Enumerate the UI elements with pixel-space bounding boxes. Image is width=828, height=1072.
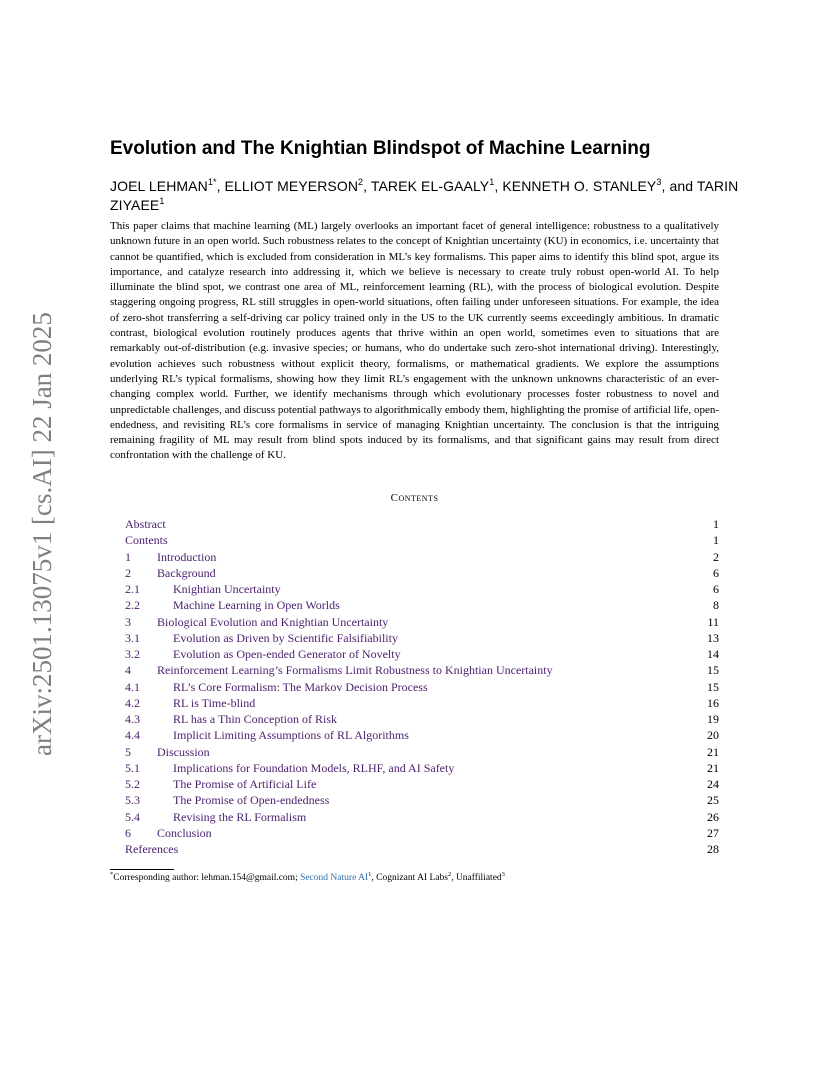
- toc-entry[interactable]: [125, 841, 719, 857]
- toc-entry-number: 3: [125, 614, 131, 629]
- toc-entry-link[interactable]: Evolution as Driven by Scientific Falsifiability: [173, 630, 398, 645]
- toc-entry-number: 2.2: [125, 598, 140, 613]
- footnote-rule: [110, 869, 174, 870]
- affiliation-link[interactable]: Second Nature AI: [300, 873, 369, 883]
- toc-entry[interactable]: [125, 516, 719, 532]
- toc-entry[interactable]: [125, 825, 719, 841]
- paper-title: Evolution and The Knightian Blindspot of Machine Learning: [110, 138, 651, 159]
- author-affiliation-mark: 1: [159, 196, 165, 206]
- toc-entry-number: 4.1: [125, 679, 140, 694]
- author-affiliation-mark: 2: [358, 177, 364, 187]
- table-of-contents: [125, 516, 719, 857]
- author-affiliation-mark: 1*: [207, 177, 217, 187]
- toc-entry-number: 2.1: [125, 582, 140, 596]
- toc-entry-number: 5: [125, 744, 131, 759]
- toc-entry-page: 15: [707, 679, 719, 694]
- toc-entry[interactable]: [125, 711, 719, 727]
- toc-entry-number: 4.2: [125, 695, 140, 710]
- toc-entry-number: 4.4: [125, 728, 140, 743]
- toc-entry-number: 6: [125, 825, 131, 840]
- contents-heading: Contents: [390, 492, 439, 504]
- toc-entry-number: 1: [125, 549, 131, 564]
- footnote: [110, 873, 505, 883]
- toc-entry[interactable]: [125, 597, 719, 613]
- toc-entry-page: 6: [713, 582, 719, 596]
- toc-entry-page: 8: [713, 598, 719, 613]
- toc-entry[interactable]: [125, 549, 719, 565]
- toc-entry-link[interactable]: Reinforcement Learning’s Formalisms Limit Robustness to Knightian Uncertainty: [157, 663, 553, 678]
- toc-entry-page: 24: [707, 777, 719, 791]
- toc-entry[interactable]: [125, 744, 719, 760]
- toc-entry-page: 19: [707, 712, 719, 726]
- toc-entry[interactable]: [125, 565, 719, 581]
- toc-entry-link[interactable]: The Promise of Open-endedness: [173, 793, 330, 808]
- toc-entry[interactable]: [125, 630, 719, 646]
- author-name: , ELLIOT MEYERSON: [216, 178, 359, 194]
- toc-entry-number: 5.3: [125, 793, 140, 808]
- toc-entry-link[interactable]: Machine Learning in Open Worlds: [173, 598, 340, 613]
- toc-entry-link[interactable]: Revising the RL Formalism: [173, 809, 307, 824]
- arxiv-identifier: arXiv:2501.13075v1 [cs.AI] 22 Jan 2025: [27, 312, 57, 756]
- author-list: [110, 177, 750, 215]
- toc-entry-link[interactable]: Evolution as Open-ended Generator of Novelty: [173, 647, 401, 661]
- toc-entry[interactable]: [125, 792, 719, 808]
- toc-entry-page: 21: [707, 760, 719, 775]
- toc-entry[interactable]: [125, 679, 719, 695]
- toc-entry-page: 26: [707, 809, 719, 824]
- toc-entry[interactable]: [125, 727, 719, 743]
- toc-entry-page: 1: [713, 533, 719, 548]
- toc-entry[interactable]: [125, 646, 719, 662]
- toc-entry[interactable]: [125, 662, 719, 678]
- footnote-text: Corresponding author: lehman.154@gmail.com;: [113, 873, 301, 883]
- toc-entry-page: 20: [707, 728, 719, 743]
- toc-entry-number: 4.3: [125, 712, 140, 726]
- footnote-mark: 3: [501, 871, 505, 878]
- toc-entry[interactable]: [125, 760, 719, 776]
- toc-entry-link[interactable]: Introduction: [157, 549, 217, 564]
- footnote-mark: *: [110, 871, 114, 878]
- toc-entry-link[interactable]: Abstract: [125, 517, 166, 531]
- toc-entry-page: 27: [707, 825, 719, 840]
- toc-entry-link[interactable]: Discussion: [157, 744, 210, 759]
- toc-entry-page: 13: [707, 630, 719, 645]
- toc-entry-page: 21: [707, 744, 719, 759]
- toc-entry-page: 14: [707, 647, 719, 661]
- footnote-mark: 2: [447, 871, 452, 878]
- toc-entry-link[interactable]: RL’s Core Formalism: The Markov Decision Process: [173, 679, 428, 694]
- toc-entry[interactable]: [125, 776, 719, 792]
- toc-entry-link[interactable]: The Promise of Artificial Life: [173, 777, 317, 791]
- toc-entry-page: 2: [713, 549, 719, 564]
- author-affiliation-mark: 3: [656, 177, 662, 187]
- toc-entry-number: 5.1: [125, 760, 140, 775]
- footnote-text: , Cognizant AI Labs: [371, 873, 448, 883]
- toc-entry-link[interactable]: RL has a Thin Conception of Risk: [173, 712, 337, 726]
- toc-entry-link[interactable]: Conclusion: [157, 825, 212, 840]
- abstract-text: This paper claims that machine learning (ML) largely overlooks an important facet of general intelligence: robustness to a qualitatively unknown future in an open world. Such robustness relates to the concept of Knightian uncertainty (KU) in economics, i.e. uncertainty that cannot be quantified, which is excluded from consideration in ML’s key formalisms. This paper aims to identify this blind spot, argue its importance, and catalyze research into addressing it, which we believe is necessary to create truly robust open-world AI. To help illuminate the blind spot, we contrast one area of ML, reinforcement learning (RL), with the process of biological evolution. Despite staggering ongoing progress, RL still struggles in open-world situations, often failing under unforeseen situations. For example, the idea of zero-shot transferring a self-driving car policy trained only in the US to the UK currently seems exceedingly ambitious. In dramatic contrast, biological evolution routinely produces agents that thrive within an open world, sometimes even to situations that are remarkably out-of-distribution (e.g. invasive species; or humans, who do undertake such zero-shot international driving). Interestingly, evolution achieves such robustness without explicit theory, formalisms, or mathematical gradients. We explore the assumptions underlying RL’s typical formalisms, showing how they limit RL’s engagement with the unknown unknowns characteristic of an ever-changing complex world. Further, we identify mechanisms through which evolutionary processes foster robustness to novel and unpredictable challenges, and discuss potential pathways to algorithmically embody them, highlighting the promise of artificial life, open-endedness, and revisiting RL’s core formalisms in service of managing Knightian uncertainty. The conclusion is that the intriguing remaining fragility of ML may result from blind spots induced by its formalisms, and that significant gains may result from direct confrontation with the challenge of KU.: [110, 220, 719, 462]
- toc-entry-page: 15: [707, 663, 719, 678]
- toc-entry-link[interactable]: Contents: [125, 533, 168, 548]
- toc-entry[interactable]: [125, 581, 719, 597]
- toc-entry-link[interactable]: Implicit Limiting Assumptions of RL Algorithms: [173, 728, 409, 743]
- toc-entry-link[interactable]: Knightian Uncertainty: [173, 582, 281, 596]
- toc-entry-page: 6: [713, 565, 719, 580]
- toc-entry-number: 3.1: [125, 630, 140, 645]
- footnote-mark: 1: [368, 871, 372, 878]
- toc-entry-page: 1: [713, 517, 719, 531]
- toc-entry-link[interactable]: Background: [157, 565, 216, 580]
- toc-entry-number: 5.4: [125, 809, 140, 824]
- author-affiliation-mark: 1: [489, 177, 495, 187]
- toc-entry-link[interactable]: References: [125, 842, 179, 856]
- toc-entry-number: 2: [125, 565, 131, 580]
- toc-entry[interactable]: [125, 695, 719, 711]
- footnote-text: , Unaffiliated: [451, 873, 502, 883]
- toc-entry-page: 11: [707, 614, 719, 629]
- toc-entry-link[interactable]: RL is Time-blind: [173, 695, 256, 710]
- toc-entry[interactable]: [125, 809, 719, 825]
- toc-entry[interactable]: [125, 614, 719, 630]
- toc-entry-number: 3.2: [125, 647, 140, 661]
- toc-entry-page: 28: [707, 842, 719, 856]
- toc-entry-page: 25: [707, 793, 719, 808]
- toc-entry-link[interactable]: Biological Evolution and Knightian Uncertainty: [157, 614, 389, 629]
- author-name: , KENNETH O. STANLEY: [494, 178, 657, 194]
- toc-entry-link[interactable]: Implications for Foundation Models, RLHF, and AI Safety: [173, 760, 455, 775]
- toc-entry-number: 5.2: [125, 777, 140, 791]
- toc-entry-page: 16: [707, 695, 719, 710]
- toc-entry[interactable]: [125, 532, 719, 548]
- author-name: , TAREK EL-GAALY: [363, 178, 490, 194]
- author-name: , and TARIN ZIYAEE: [110, 178, 739, 213]
- toc-entry-number: 4: [125, 663, 131, 678]
- author-name: JOEL LEHMAN: [110, 178, 208, 194]
